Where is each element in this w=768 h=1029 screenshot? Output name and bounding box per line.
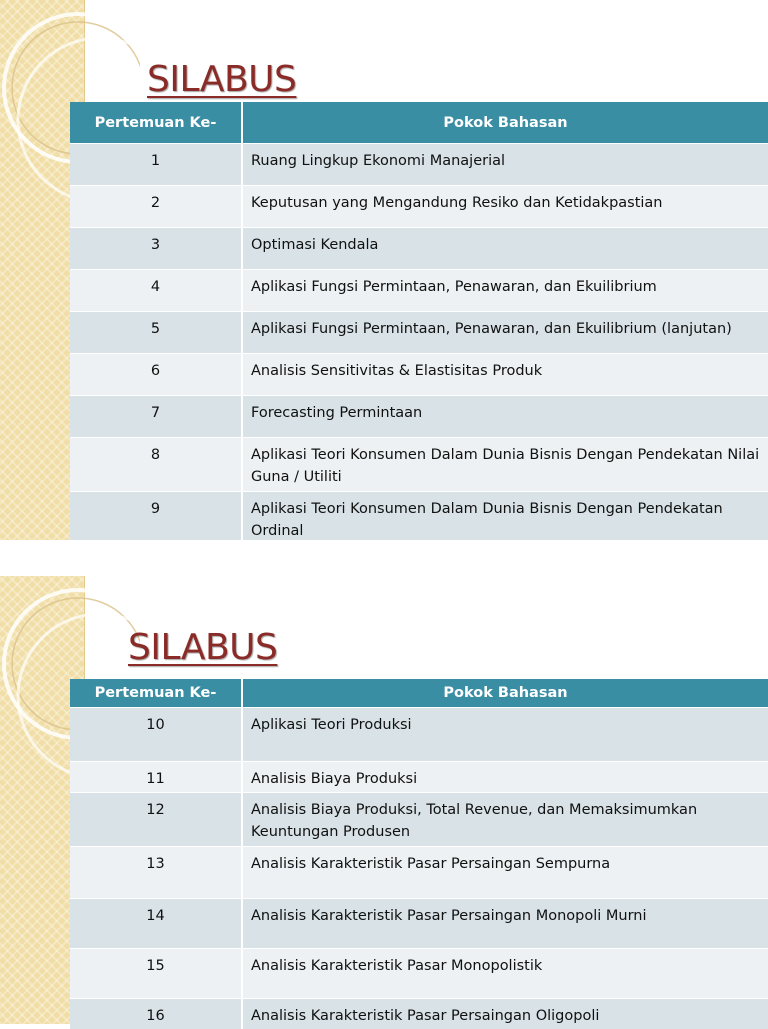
table-row xyxy=(70,228,768,270)
topic-cell: Aplikasi Teori Konsumen Dalam Dunia Bisnis Dengan Pendekatan Nilai Guna / Utiliti xyxy=(242,438,768,492)
meeting-number: 4 xyxy=(70,270,242,312)
meeting-number: 15 xyxy=(70,949,242,999)
topic-cell: Analisis Karakteristik Pasar Persaingan Sempurna xyxy=(242,847,768,899)
topic-cell: Aplikasi Teori Konsumen Dalam Dunia Bisnis Dengan Pendekatan Ordinal xyxy=(242,492,768,541)
topic-cell: Aplikasi Teori Produksi xyxy=(242,708,768,762)
table-row xyxy=(70,312,768,354)
table-row xyxy=(70,354,768,396)
column-header-meeting: Pertemuan Ke- xyxy=(70,102,242,144)
meeting-number: 13 xyxy=(70,847,242,899)
topic-cell: Ruang Lingkup Ekonomi Manajerial xyxy=(242,144,768,186)
topic-cell: Keputusan yang Mengandung Resiko dan Ketidakpastian xyxy=(242,186,768,228)
meeting-number: 2 xyxy=(70,186,242,228)
page-title: SILABUS xyxy=(147,59,297,100)
topic-cell: Aplikasi Fungsi Permintaan, Penawaran, dan Ekuilibrium (lanjutan) xyxy=(242,312,768,354)
meeting-number: 8 xyxy=(70,438,242,492)
column-header-meeting: Pertemuan Ke- xyxy=(70,679,242,708)
table-header-row xyxy=(70,679,768,708)
page-title: SILABUS xyxy=(128,627,278,668)
column-header-topic: Pokok Bahasan xyxy=(242,102,768,144)
meeting-number: 14 xyxy=(70,899,242,949)
topic-cell: Analisis Karakteristik Pasar Monopolistik xyxy=(242,949,768,999)
meeting-number: 1 xyxy=(70,144,242,186)
table-row xyxy=(70,492,768,541)
table-row xyxy=(70,396,768,438)
topic-cell: Forecasting Permintaan xyxy=(242,396,768,438)
meeting-number: 10 xyxy=(70,708,242,762)
topic-cell: Analisis Biaya Produksi, Total Revenue, dan Memaksimumkan Keuntungan Produsen xyxy=(242,793,768,847)
topic-cell: Analisis Karakteristik Pasar Persaingan Monopoli Murni xyxy=(242,899,768,949)
meeting-number: 9 xyxy=(70,492,242,541)
table-row xyxy=(70,899,768,949)
table-row xyxy=(70,762,768,793)
meeting-number: 5 xyxy=(70,312,242,354)
table-row xyxy=(70,847,768,899)
table-row xyxy=(70,949,768,999)
topic-cell: Analisis Karakteristik Pasar Persaingan Oligopoli xyxy=(242,999,768,1029)
table-row xyxy=(70,438,768,492)
table-row xyxy=(70,999,768,1029)
meeting-number: 12 xyxy=(70,793,242,847)
table-row xyxy=(70,270,768,312)
slide-gap xyxy=(0,540,768,576)
table-row xyxy=(70,708,768,762)
meeting-number: 7 xyxy=(70,396,242,438)
topic-cell: Optimasi Kendala xyxy=(242,228,768,270)
table-row xyxy=(70,793,768,847)
column-header-topic: Pokok Bahasan xyxy=(242,679,768,708)
syllabus-table xyxy=(70,679,768,1029)
topic-cell: Analisis Biaya Produksi xyxy=(242,762,768,793)
syllabus-table xyxy=(70,102,768,540)
table-header-row xyxy=(70,102,768,144)
table-row xyxy=(70,144,768,186)
meeting-number: 3 xyxy=(70,228,242,270)
topic-cell: Aplikasi Fungsi Permintaan, Penawaran, dan Ekuilibrium xyxy=(242,270,768,312)
topic-cell: Analisis Sensitivitas & Elastisitas Produk xyxy=(242,354,768,396)
meeting-number: 11 xyxy=(70,762,242,793)
meeting-number: 6 xyxy=(70,354,242,396)
table-row xyxy=(70,186,768,228)
meeting-number: 16 xyxy=(70,999,242,1029)
